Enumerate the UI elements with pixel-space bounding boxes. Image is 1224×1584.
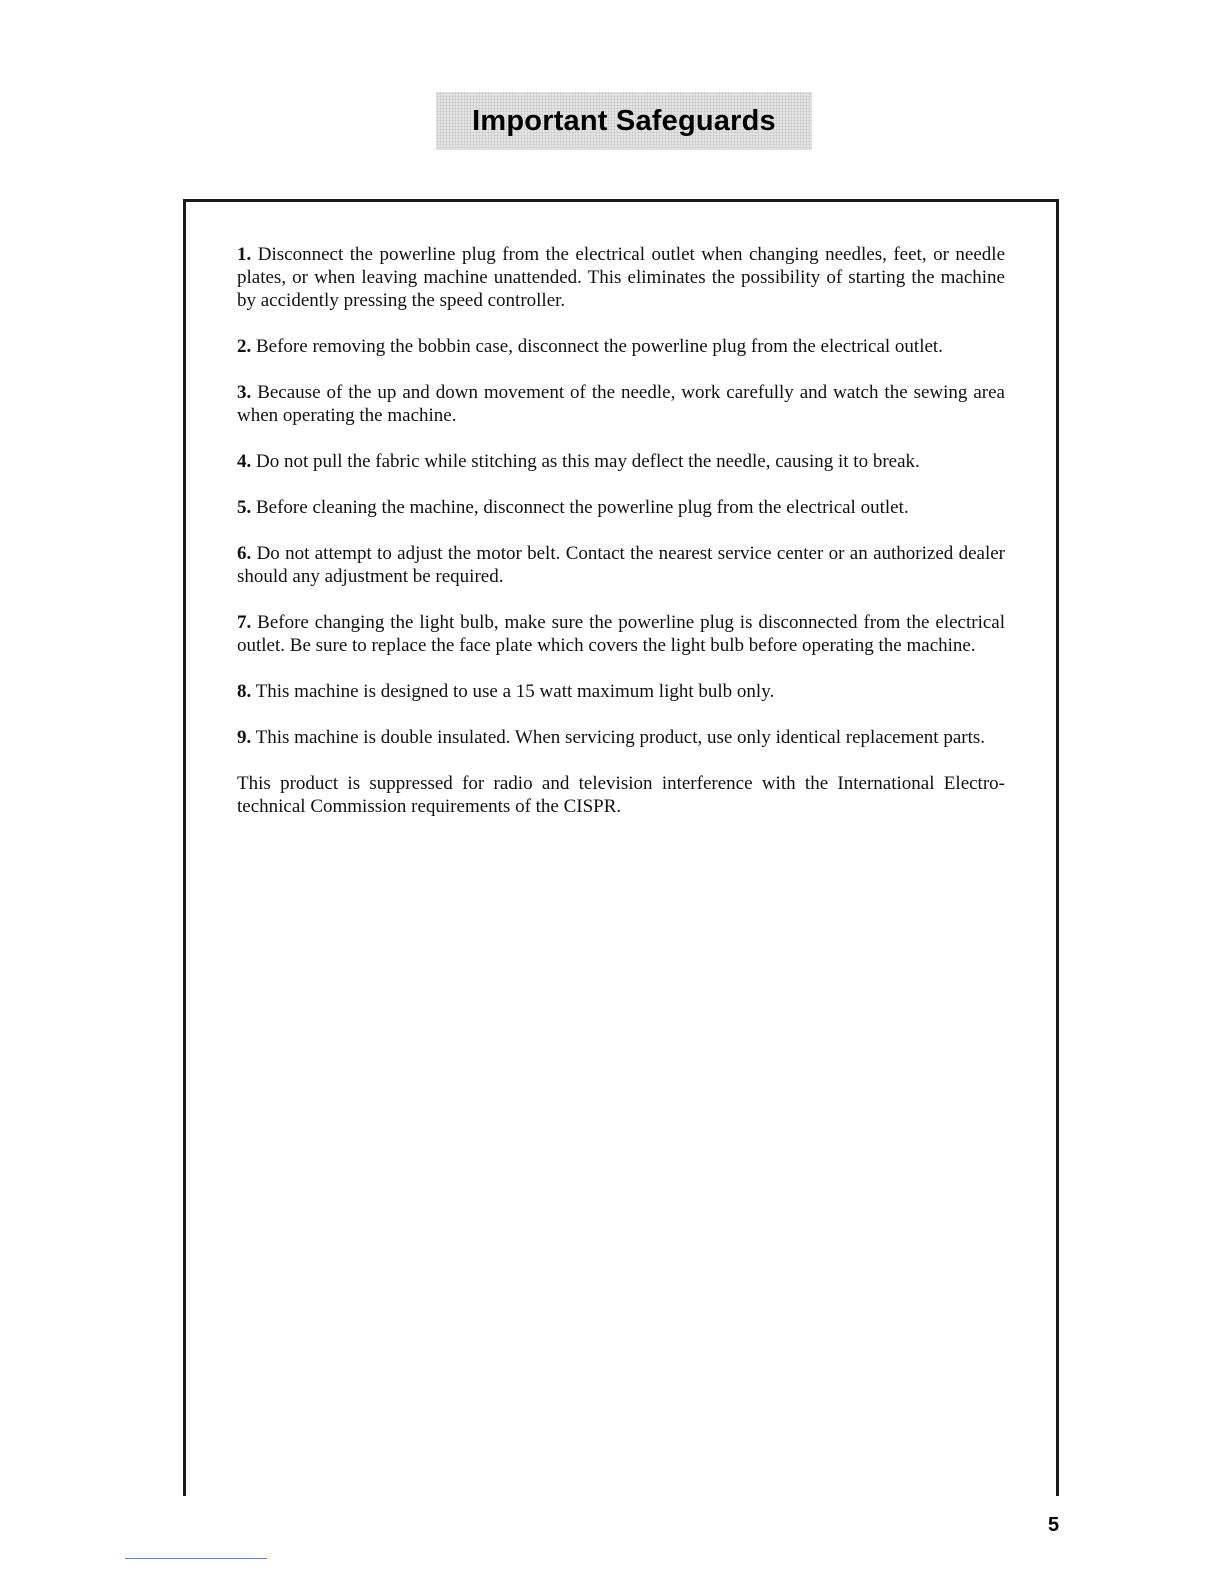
item-text: Before removing the bobbin case, disconnect the powerline plug from the electrical outlet. [251, 336, 943, 357]
item-number: 5. [237, 497, 252, 518]
item-number: 6. [237, 543, 252, 564]
item-number: 1. [237, 244, 252, 265]
item-number: 4. [237, 451, 252, 472]
item-text: Before changing the light bulb, make sure the powerline plug is disconnected from the electrical outlet. Be sure to replace the face plate which covers the light bulb before operating the machine. [237, 612, 1005, 656]
item-text: Before cleaning the machine, disconnect the powerline plug from the electrical outlet. [251, 497, 909, 518]
safeguard-item-7 [237, 611, 1005, 657]
item-number: 9. [237, 727, 252, 748]
safeguard-item-2 [237, 335, 1005, 358]
item-number: 2. [237, 336, 252, 357]
item-text: This machine is double insulated. When servicing product, use only identical replacement parts. [251, 727, 986, 748]
footer-divider [125, 1558, 267, 1559]
item-text: Do not attempt to adjust the motor belt. Contact the nearest service center or an authorized dealer should any adjustment be required. [237, 543, 1005, 587]
safeguard-item-6 [237, 542, 1005, 588]
item-text: Because of the up and down movement of the needle, work carefully and watch the sewing area when operating the machine. [237, 382, 1005, 426]
safeguard-item-8 [237, 680, 1005, 703]
page-title: Important Safeguards [472, 104, 776, 137]
item-number: 8. [237, 681, 252, 702]
interference-note: This product is suppressed for radio and television interference with the International Electro-technical Commission requirements of the CISPR. [237, 773, 1005, 817]
safeguard-item-4 [237, 450, 1005, 473]
item-text: Do not pull the fabric while stitching as this may deflect the needle, causing it to break. [251, 451, 920, 472]
safeguards-list [237, 243, 1005, 818]
page-number: 5 [1048, 1514, 1060, 1536]
item-text: This machine is designed to use a 15 watt maximum light bulb only. [251, 681, 775, 702]
item-text: Disconnect the powerline plug from the electrical outlet when changing needles, feet, or needle plates, or when leaving machine unattended. This eliminates the possibility of starting the machine by accidently pressing the speed controller. [237, 244, 1005, 311]
item-number: 3. [237, 382, 252, 403]
safeguard-item-5 [237, 496, 1005, 519]
safeguard-item-1 [237, 243, 1005, 312]
safeguard-item-3 [237, 381, 1005, 427]
item-number: 7. [237, 612, 252, 633]
safeguard-item-9 [237, 726, 1005, 749]
title-banner [436, 92, 812, 150]
